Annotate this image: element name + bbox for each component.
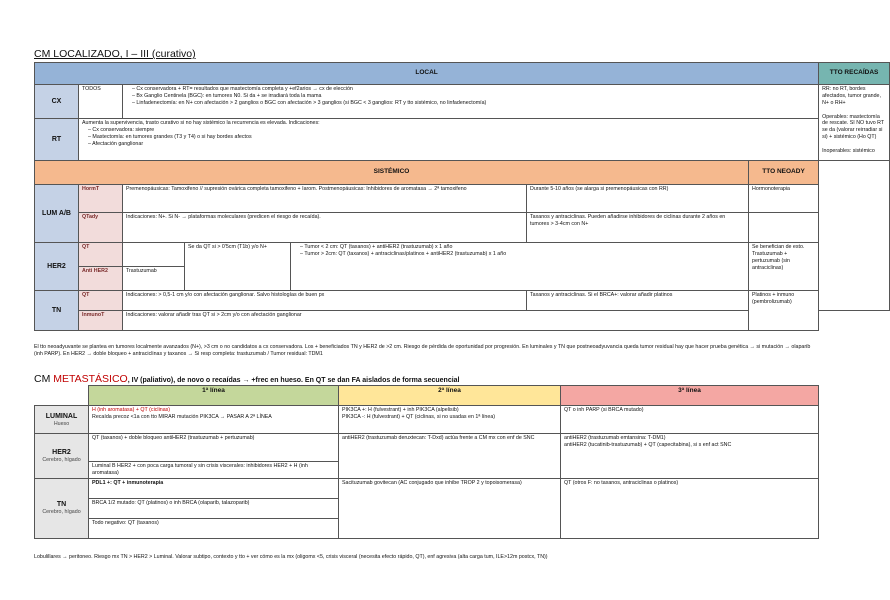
her2-l3: antiHER2 (trastuzumab emtansina: T-DM1) antiHER2 (tucatinib-trastuzumab) + QT (capecitabina), si s enf act SNC bbox=[561, 434, 819, 479]
tn-qt-text: Indicaciones: > 0,5-1 cm y/o con afectación ganglionar. Salvo histologías de buen px bbox=[123, 291, 527, 311]
hormt-duration: Durante 5-10 años (se alarga si premenopáusicas con RR) bbox=[527, 185, 749, 213]
qtady-right: Taxanos y antraciclinas. Pueden añadirse inhibidores de ciclinas durante 2 años en tumores > 3-4cm con N+ bbox=[527, 213, 749, 243]
luminal-l1: H (inh aromatasa) + QT (ciclinas) Recaída precoz <1a con tto MIRAR mutación PIK3CA → PASAR A 2ª LÍNEA bbox=[89, 406, 339, 434]
recaidas-text: RR: no RT, bordes afectados, tumor grande, N+ o RH+ Operables: mastectomía de rescate. SI NO tuvo RT se da (valorar reirradiar si si) + sistémico (Ho QT) Inoperables: sistémico bbox=[819, 85, 890, 161]
tn-qt-right: Taxanos y antraciclinas. Si el BRCA+: valorar añadir platinos bbox=[527, 291, 749, 311]
tn-l1-pdl1: PDL1 +: QT + inmunoterapia bbox=[89, 478, 339, 498]
tn-neo: Platinos + inmuno (pembrolizumab) bbox=[749, 291, 819, 331]
luminal-l2: PIK3CA +: H (fulvestrant) + inh PIK3CA (alpelisib) PIK3CA -: H (fulvestrant) + QT (ciclinas, si no usadas en 1ª línea) bbox=[339, 406, 561, 434]
rt-item: – Cx conservadora: siempre bbox=[88, 127, 815, 134]
her2-row-label: HER2 Cerebro, hígado bbox=[35, 434, 89, 479]
cx-item: – Bx Ganglio Centinela (BGC): en tumores N0. Si da + se irradiará toda la mama bbox=[132, 93, 815, 100]
her2-l1-luminal-b: Luminal B HER2 + con poca carga tumoral y sin crisis viscerales: inhibidores HER2 + H (inh aromatasa) bbox=[89, 462, 339, 479]
linea-3-header: 3ª línea bbox=[561, 386, 819, 406]
cx-label: CX bbox=[35, 85, 79, 119]
cx-content bbox=[123, 85, 819, 119]
her2-neo: Se benefician de esto. Trastuzumab + pertuzumab (sin antraciclinas) bbox=[749, 243, 819, 291]
inoperables-text: Inoperables: sistémico bbox=[822, 147, 875, 154]
linea-1-header: 1ª línea bbox=[89, 386, 339, 406]
tn-l1-negativo: Todo negativo: QT (taxanos) bbox=[89, 518, 339, 538]
qtady-label: QTady bbox=[79, 213, 123, 243]
local-header: LOCAL bbox=[35, 63, 819, 85]
luminal-neo: Hormonoterapia bbox=[749, 185, 819, 213]
recaidas-column-rest bbox=[819, 161, 890, 311]
tn-row-label: TN Cerebro, hígado bbox=[35, 478, 89, 538]
operables-text: Operables: mastectomía de rescate. SI NO tuvo RT se da (valorar reirradiar si si) + sistémico (Ho QT) bbox=[822, 113, 885, 141]
anti-her2-label: Anti HER2 bbox=[79, 267, 123, 291]
luminal-row-label: LUMINAL Hueso bbox=[35, 406, 89, 434]
cx-item: – Cx conservadora + RT= resultados que mastectomía completa y +ef2arios → cx de elección bbox=[132, 86, 815, 93]
cx-sub: TODOS bbox=[79, 85, 123, 119]
her2-l2: antiHER2 (trastuzumab deruxtecan: T-Dxd) actúa frente a CM mx con enf de SNC bbox=[339, 434, 561, 479]
tn-qt-label: QT bbox=[79, 291, 123, 311]
anti-her2-text: Trastuzumab bbox=[123, 267, 185, 291]
rt-item: – Mastectomía: en tumores grandes (T3 y T4) o si hay bordes afectos bbox=[88, 134, 815, 141]
inmuno-label: InmunoT bbox=[79, 311, 123, 331]
note-neoadyuvante: El tto neoadyuvante se plantea en tumores localmente avanzados (N+), >3 cm o no candidatos a cx conservadora. Los + beneficiados TN y HER2 de >2 cm. Riesgo de pérdida de oportunidad por progresión. En luminales y TN que postneoadyuvancia queda tumor residual hay que hacer prueba genética → si mutación → olaparib (inh PARP). En HER2 → doble bloqueo + antraciclinas y taxanos → Si resp completa: trastuzumab / Tumor residual: TDM1 bbox=[34, 344, 811, 358]
metastasico-table bbox=[34, 385, 819, 539]
localizado-table bbox=[34, 62, 890, 331]
her2-tumor-item: – Tumor < 2 cm: QT (taxanos) + antiHER2 (trastuzumab) x 1 año bbox=[300, 244, 745, 251]
luminal-label: LUM A/B bbox=[35, 185, 79, 243]
her2-l1: QT (taxanos) + doble bloqueo antiHER2 (trastuzumab + pertuzumab) bbox=[89, 434, 339, 462]
luminal-l3: QT o inh PARP (si BRCA mutado) bbox=[561, 406, 819, 434]
her2-se-da: Se da QT si > 0'5cm (T1b) y/o N+ bbox=[185, 243, 291, 291]
note-metastasico: Lobulillares → peritoneo. Riesgo mx TN > HER2 > Luminal. Valorar subtipo, contexto y tto + ver cómo es la mx (oligomx <5, crisis visceral (necesita efecto rápido, QT), enf agresiva (alta carga tum, ILE>12m postcx, TN)) bbox=[34, 554, 548, 560]
tn-l2: Sacituzumab govitecan (AC conjugado que inhibe TROP 2 y topoisomerasa) bbox=[339, 478, 561, 538]
tn-label: TN bbox=[35, 291, 79, 331]
tto-recaidas-header: TTO RECAÍDAS bbox=[819, 63, 890, 85]
section-title-localizado: CM LOCALIZADO, I – III (curativo) bbox=[34, 48, 196, 60]
her2-tumor-item: – Tumor > 2cm: QT (taxanos) + antraciclinas/platinos + antiHER2 (trastuzumab) x 1 año bbox=[300, 251, 745, 258]
qtady-text: Indicaciones: N+. Si N- → plataformas moleculares (predicen el riesgo de recaída). bbox=[123, 213, 527, 243]
hormt-label: HormT bbox=[79, 185, 123, 213]
tn-l3: QT (otros F: no taxanos, antraciclinas o platinos) bbox=[561, 478, 819, 538]
inmuno-text: Indicaciones: valorar añadir tras QT si > 2cm y/o con afectación ganglionar bbox=[123, 311, 749, 331]
tto-neoady-header: TTO NEOADY bbox=[749, 161, 819, 185]
her2-label: HER2 bbox=[35, 243, 79, 291]
rt-content: Aumenta la supervivencia, trasto curativo si no hay sistémico la recurrencia es elevada. Indicaciones: – Cx conservadora: siempre – Mastectomía: en tumores grandes (T3 y T4) o si hay bordes afectos – Afectación ganglionar bbox=[79, 119, 819, 161]
rt-label: RT bbox=[35, 119, 79, 161]
rt-item: – Afectación ganglionar bbox=[88, 141, 815, 148]
cx-item: – Linfadenectomía: en N+ con afectación > 2 ganglios o BGC con afectación > 3 ganglios (si BGC < 3 ganglios: RT y tto sistémico, no linfadenectomía) bbox=[132, 100, 815, 107]
hormt-text: Premenopáusicas: Tamoxifeno // supresión ovárica completa tamoxifeno + Iarom. Postmenopáusicas: Inhibidores de aromatasa → 2ª tamoxifeno bbox=[123, 185, 527, 213]
linea-2-header: 2ª línea bbox=[339, 386, 561, 406]
sistemico-header: SISTÉMICO bbox=[35, 161, 749, 185]
her2-tumor-rules bbox=[291, 243, 749, 291]
section-title-metastasico: CM METASTÁSICO, IV (paliativo), de novo o recaídas → +frec en hueso. En QT se dan FA aislados de forma secuencial bbox=[34, 373, 460, 385]
tn-l1-brca: BRCA 1/2 mutado: QT (platinos) o inh BRCA (olaparib, talazoparib) bbox=[89, 498, 339, 518]
her2-qt-label: QT bbox=[79, 243, 123, 267]
